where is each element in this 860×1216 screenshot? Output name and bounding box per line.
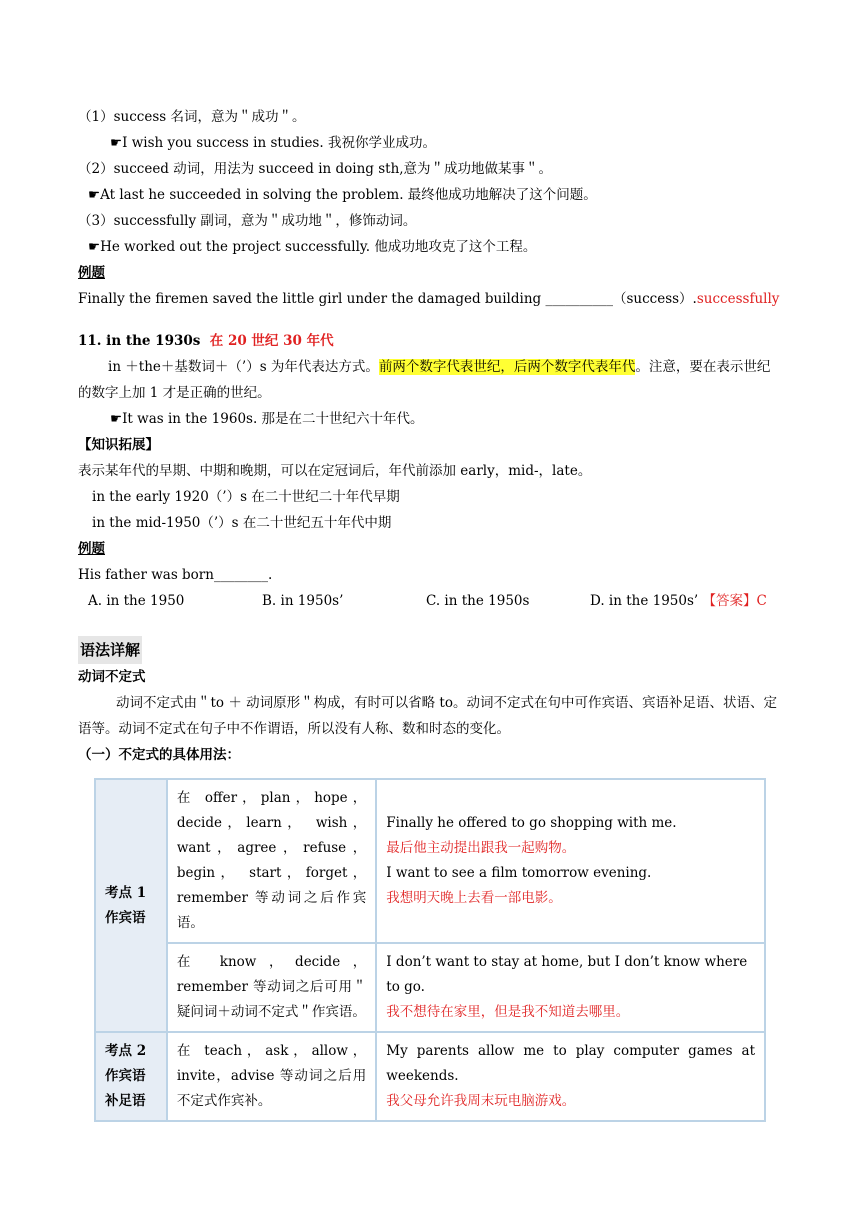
options-row	[78, 588, 782, 614]
successfully-example-3: ☛He worked out the project successfully. 他成功地攻克了这个工程。	[88, 239, 537, 255]
option-d-text: D. in the 1950s’	[590, 593, 699, 609]
desc-after: 。注意，要在表示世纪的数字上加 1 才是正确的世纪。	[78, 359, 771, 401]
succeed-example-2: ☛At last he succeeded in solving the problem. 最终他成功地解决了这个问题。	[88, 187, 597, 203]
usage-table	[94, 778, 766, 1122]
example-question	[78, 286, 782, 312]
example-label: 例题	[78, 265, 105, 281]
kp1-ex2-en: I don’t want to stay at home, but I don’t know where to go.	[386, 954, 748, 995]
grammar-heading: 语法详解	[78, 636, 142, 664]
kp2-examples	[376, 1032, 765, 1121]
successfully-item-3: （3）successfully 副词，意为＂成功地＂，修饰动词。	[78, 213, 417, 229]
point-11-title	[78, 328, 782, 354]
table-row	[95, 943, 765, 1032]
knowledge-extension-desc: 表示某年代的早期、中期和晚期，可以在定冠词后，年代前添加 early，mid-，late。	[78, 463, 592, 479]
point-11-description	[78, 354, 782, 406]
point-11-title-en: 11. in the 1930s	[78, 333, 201, 349]
desc-highlight: 前两个数字代表世纪，后两个数字代表年代	[378, 359, 636, 375]
answer-text: successfully	[696, 291, 780, 307]
document-page	[78, 104, 782, 768]
point-11-example: ☛It was in the 1960s. 那是在二十世纪六十年代。	[110, 411, 424, 427]
kp1-ex1-cn1: 最后他主动提出跟我一起购物。	[386, 840, 576, 856]
example-label-2: 例题	[78, 541, 105, 557]
kp1-ex1-cn2: 我想明天晚上去看一部电影。	[386, 890, 562, 906]
desc-before: in ＋the＋基数词＋（’）s 为年代表达方式。	[108, 359, 379, 375]
kp2-ex-cn: 我父母允许我周末玩电脑游戏。	[386, 1093, 576, 1109]
kp1-rule-2: 在 know，decide，remember 等动词之后可用＂疑问词＋动词不定式＂作宾语。	[167, 943, 376, 1032]
success-example-1: ☛I wish you success in studies. 我祝你学业成功。	[110, 135, 436, 151]
kp2-label: 考点 2 作宾语补足语	[95, 1032, 167, 1121]
kp1-rule-1: 在 offer，plan，hope，decide，learn， wish，want，agree，refuse，begin， start，forget，remember 等动词之后作宾语。	[167, 779, 376, 943]
kp1-label: 考点 1 作宾语	[95, 779, 167, 1032]
usage-list-title: （一）不定式的具体用法：	[78, 747, 240, 763]
kp1-examples-2	[376, 943, 765, 1032]
table-row	[95, 1032, 765, 1121]
grammar-subheading: 动词不定式	[78, 669, 146, 685]
succeed-item-2: （2）succeed 动词，用法为 succeed in doing sth,意为＂成功地做某事＂。	[78, 161, 553, 177]
kp1-ex1-en1: Finally he offered to go shopping with me.	[386, 815, 677, 831]
kp1-ex2-cn: 我不想待在家里，但是我不知道去哪里。	[386, 1004, 630, 1020]
grammar-intro: 动词不定式由＂to ＋ 动词原形＂构成，有时可以省略 to。动词不定式在句中可作宾语、宾语补足语、状语、定语等。动词不定式在句子中不作谓语，所以没有人称、数和时态的变化。	[78, 695, 777, 737]
point-11-title-cn: 在 20 世纪 30 年代	[209, 333, 334, 349]
answer-c: 【答案】C	[702, 593, 767, 609]
example-question-2: His father was born________.	[78, 567, 273, 583]
grammar-heading-row	[78, 636, 782, 664]
success-item-1: （1）success 名词，意为＂成功＂。	[78, 109, 306, 125]
option-d	[590, 588, 767, 614]
option-c: C. in the 1950s	[426, 593, 530, 609]
option-b: B. in 1950s’	[262, 593, 344, 609]
kp1-examples-1	[376, 779, 765, 943]
kp2-rule: 在 teach，ask，allow，invite，advise 等动词之后用不定式作宾补。	[167, 1032, 376, 1121]
kp2-ex-en: My parents allow me to play computer games at weekends.	[386, 1043, 755, 1084]
extension-example-2: in the mid-1950（’）s 在二十世纪五十年代中期	[92, 515, 392, 531]
kp1-ex1-en2: I want to see a film tomorrow evening.	[386, 865, 652, 881]
option-a: A. in the 1950	[88, 593, 185, 609]
knowledge-extension-label: 【知识拓展】	[78, 437, 159, 453]
table-row	[95, 779, 765, 943]
extension-example-1: in the early 1920（’）s 在二十世纪二十年代早期	[92, 489, 400, 505]
question-text: Finally the firemen saved the little girl under the damaged building __________（success）.	[78, 291, 697, 307]
